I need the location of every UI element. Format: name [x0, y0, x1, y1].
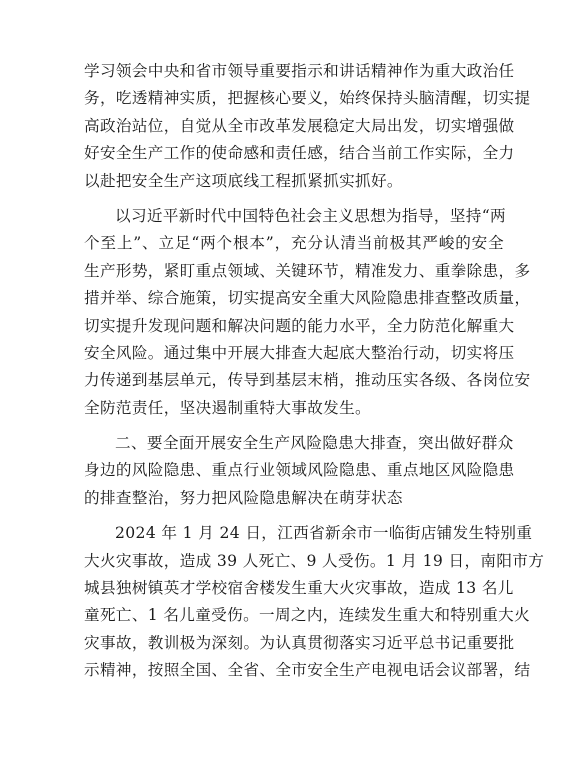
text-line: 力传递到基层单元，传导到基层末梢，推动压实各级、各岗位安: [84, 371, 531, 390]
text-line: 务，吃透精神实质，把握核心要义，始终保持头脑清醒，切实提: [84, 89, 531, 108]
heading-line: 二、要全面开展安全生产风险隐患大排查，突出做好群众: [115, 434, 514, 453]
heading-line: 的排查整治，努力把风险隐患解决在萌芽状态: [84, 488, 403, 507]
document-page: [84, 58, 545, 685]
text-line: 学习领会中央和省市领导重要指示和讲话精神作为重大政治任: [84, 62, 515, 80]
paragraph-spacer: [84, 512, 504, 520]
text-line: 安全风险。通过集中开展大排查大起底大整治行动，切实将压: [84, 343, 515, 362]
text-line: 高政治站位，自觉从全市改革发展稳定大局出发，切实增强做: [84, 116, 515, 135]
text-line: 好安全生产工作的使命感和责任感，结合当前工作实际，全力: [84, 144, 515, 163]
text-line: 灾事故，教训极为深刻。为认真贯彻落实习近平总书记重要批: [84, 633, 515, 652]
text-line: 全防范责任，坚决遏制重特大事故发生。: [84, 398, 371, 417]
heading-line: 身边的风险隐患、重点行业领域风险隐患、重点地区风险隐患: [84, 461, 515, 480]
section-heading: [84, 430, 515, 512]
text-line: 童死亡、1 名儿童受伤。一周之内，连续发生重大和特别重大火: [84, 606, 531, 625]
text-line: 城县独树镇英才学校宿舍楼发生重大火灾事故，造成 13 名儿: [84, 579, 514, 598]
paragraph-spacer: [84, 422, 504, 430]
text-line: 以赴把安全生产这项底线工程抓紧抓实抓好。: [84, 171, 403, 190]
body-paragraph-1: [84, 58, 531, 195]
paragraph-spacer: [84, 195, 504, 203]
text-line: 示精神，按照全国、全省、全市安全生产电视电话会议部署，结: [84, 661, 531, 680]
text-line: 生产形势，紧盯重点领域、关键环节，精准发力、重拳除患，多: [84, 261, 531, 280]
body-paragraph-2: [84, 203, 531, 422]
text-line: 措并举、综合施策，切实提高安全重大风险隐患排查整改质量，: [84, 289, 531, 308]
text-line: 大火灾事故，造成 39 人死亡、9 人受伤。1 月 19 日，南阳市方: [84, 551, 545, 570]
text-line: 个至上”、立足“两个根本”，充分认清当前极其严峻的安全: [84, 234, 504, 253]
body-paragraph-3: [84, 520, 545, 684]
text-line: 2024 年 1 月 24 日，江西省新余市一临街店铺发生特别重: [115, 524, 533, 543]
text-line: 切实提升发现问题和解决问题的能力水平，全力防范化解重大: [84, 316, 515, 335]
text-line: 以习近平新时代中国特色社会主义思想为指导，坚持“两: [115, 206, 506, 225]
